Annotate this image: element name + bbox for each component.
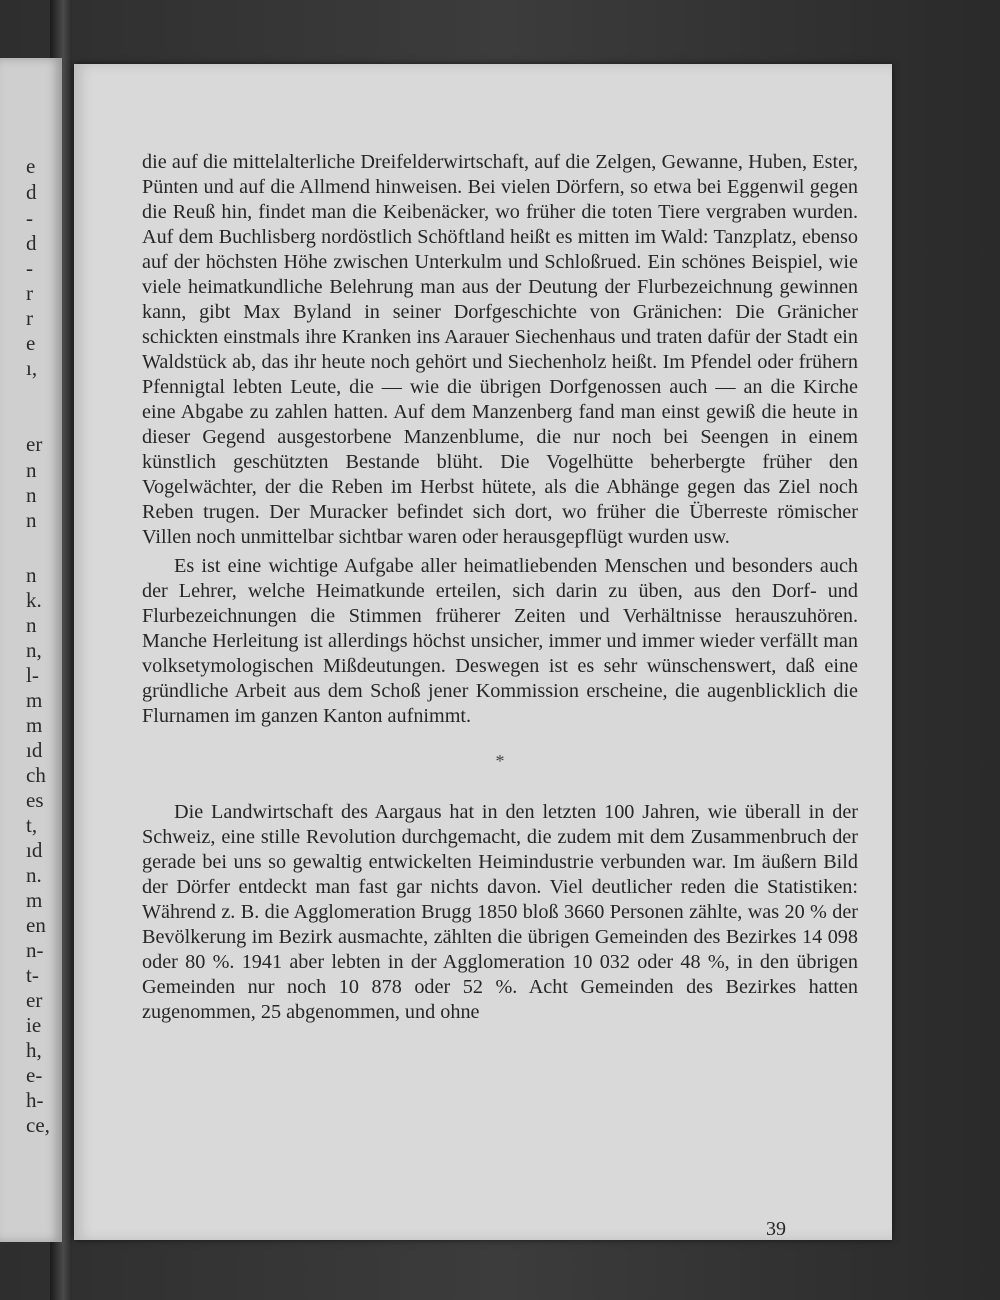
left-page-fragment: - <box>26 256 33 280</box>
left-page-fragment: n <box>26 483 37 507</box>
left-page-fragment: er <box>26 988 43 1012</box>
left-page-fragment: er <box>26 432 43 456</box>
left-page-fragment: ch <box>26 763 46 787</box>
left-page-fragment: ıd <box>26 738 43 762</box>
left-page-fragment: d <box>26 180 37 204</box>
left-page-fragment: d <box>26 231 37 255</box>
paragraph-2: Es ist eine wichtige Aufgabe aller heimatliebenden Menschen und besonders auch der Lehrer, welche Heimatkunde erteilen, sich darin zu üben, aus den Dorf- und Flurbezeichnungen die Stimmen früherer Zeiten und Verhältnisse herauszuhören. Manche Herleitung ist allerdings höchst unsicher, immer und immer wieder verfällt man volksetymologischen Mißdeutungen. Deswegen ist es sehr wünschenswert, daß eine gründliche Arbeit aus dem Schoß jener Kommission erscheine, die augenblicklich die Flurnamen im ganzen Kanton aufnimmt. <box>142 555 858 727</box>
left-page-fragment: t- <box>26 963 39 987</box>
left-page-fragment: ce, <box>26 1113 50 1137</box>
left-page-fragment: m <box>26 688 43 712</box>
left-page-edge <box>0 58 62 1242</box>
left-page-fragment: k. <box>26 588 42 612</box>
left-page-fragment: ıd <box>26 838 43 862</box>
left-page-fragment: t, <box>26 813 38 837</box>
left-page-fragment: n, <box>26 638 42 662</box>
left-page-fragment: h, <box>26 1038 42 1062</box>
left-page-fragment: r <box>26 306 33 330</box>
left-page-fragment: es <box>26 788 44 812</box>
left-page-fragment: e <box>26 154 36 178</box>
page-text <box>142 150 858 1025</box>
paragraph-1: die auf die mittelalterliche Dreifelderwirtschaft, auf die Zelgen, Gewanne, Huben, Ester, Pünten und auf die Allmend hinweisen. Bei vielen Dörfern, so etwa bei Eggenwil gegen die Reuß hin, findet man die Keibenäcker, wo früher die toten Tiere vergraben wurden. Auf dem Buchlisberg nordöstlich Schöftland heißt es mitten im Wald: Tanzplatz, ebenso auf der höchsten Höhe zwischen Unterkulm und Schloßrued. Ein schönes Beispiel, wie viele heimatkundliche Belehrung man aus der Deutung der Flurbezeichnung gewinnen kann, gibt Max Byland in seiner Dorfgeschichte von Gränichen: Die Gränicher schickten einstmals ihre Kranken ins Aarauer Siechenhaus und traten dafür der Stadt ein Waldstück ab, das ihr heute noch gehört und Siechenholz heißt. Im Pfendel oder frühern Pfennigtal lebten Leute, die — wie die übrigen Dorfgenossen auch — an die Kirche eine Abgabe zu zahlen hatten. Auf dem Manzenberg fand man einst gewiß die heute in dieser Gegend ausgestorbene Manzenblume, die nur noch bei Seengen in einem künstlich geschützten Bestande blüht. Die Vogelhütte beherbergte früher den Vogelwächter, der die Reben im Herbst hütete, als die Abhänge gegen das Ziel noch Reben trugen. Der Muracker befindet sich dort, wo früher die Überreste römischer Villen noch unmittelbar sichtbar waren oder herausgepflügt wurden usw. <box>142 151 858 548</box>
book-page <box>74 64 892 1240</box>
left-page-fragment: l- <box>26 663 39 687</box>
paragraph-3: Die Landwirtschaft des Aargaus hat in den letzten 100 Jahren, wie überall in der Schweiz, eine stille Revolution durchgemacht, die zudem mit dem Zusammenbruch der gerade bei uns so gewaltig entwickelten Heimindustrie verbunden war. Im äußern Bild der Dörfer entdeckt man fast gar nichts davon. Viel deutlicher reden die Statistiken: Während z. B. die Agglomeration Brugg 1850 bloß 3660 Personen zählte, was 20 % der Bevölkerung im Bezirk ausmachte, zählten die übrigen Gemeinden des Bezirkes 14 098 oder 80 %. 1941 aber lebten in der Agglomeration 10 032 oder 48 %, in den übrigen Gemeinden nur noch 10 878 oder 52 %. Acht Gemeinden des Bezirkes hatten zugenommen, 25 abgenommen, und ohne <box>142 801 858 1023</box>
left-page-fragment: n <box>26 613 37 637</box>
left-page-fragment: h- <box>26 1088 44 1112</box>
left-page-fragment: r <box>26 281 33 305</box>
page-number: 39 <box>766 1218 786 1240</box>
left-page-fragment: m <box>26 713 43 737</box>
left-page-fragment: e <box>26 331 36 355</box>
left-page-fragment: n <box>26 563 37 587</box>
left-page-fragment: n- <box>26 938 44 962</box>
left-page-fragment: e- <box>26 1063 43 1087</box>
left-page-fragment: n. <box>26 863 42 887</box>
left-page-fragment: ie <box>26 1013 42 1037</box>
left-page-fragment: m <box>26 888 43 912</box>
left-page-fragment: en <box>26 913 46 937</box>
left-page-fragment: - <box>26 206 33 230</box>
left-page-fragment: n <box>26 508 37 532</box>
section-separator: * <box>495 751 505 771</box>
left-page-fragment: n <box>26 458 37 482</box>
left-page-fragment: ı, <box>26 356 38 380</box>
